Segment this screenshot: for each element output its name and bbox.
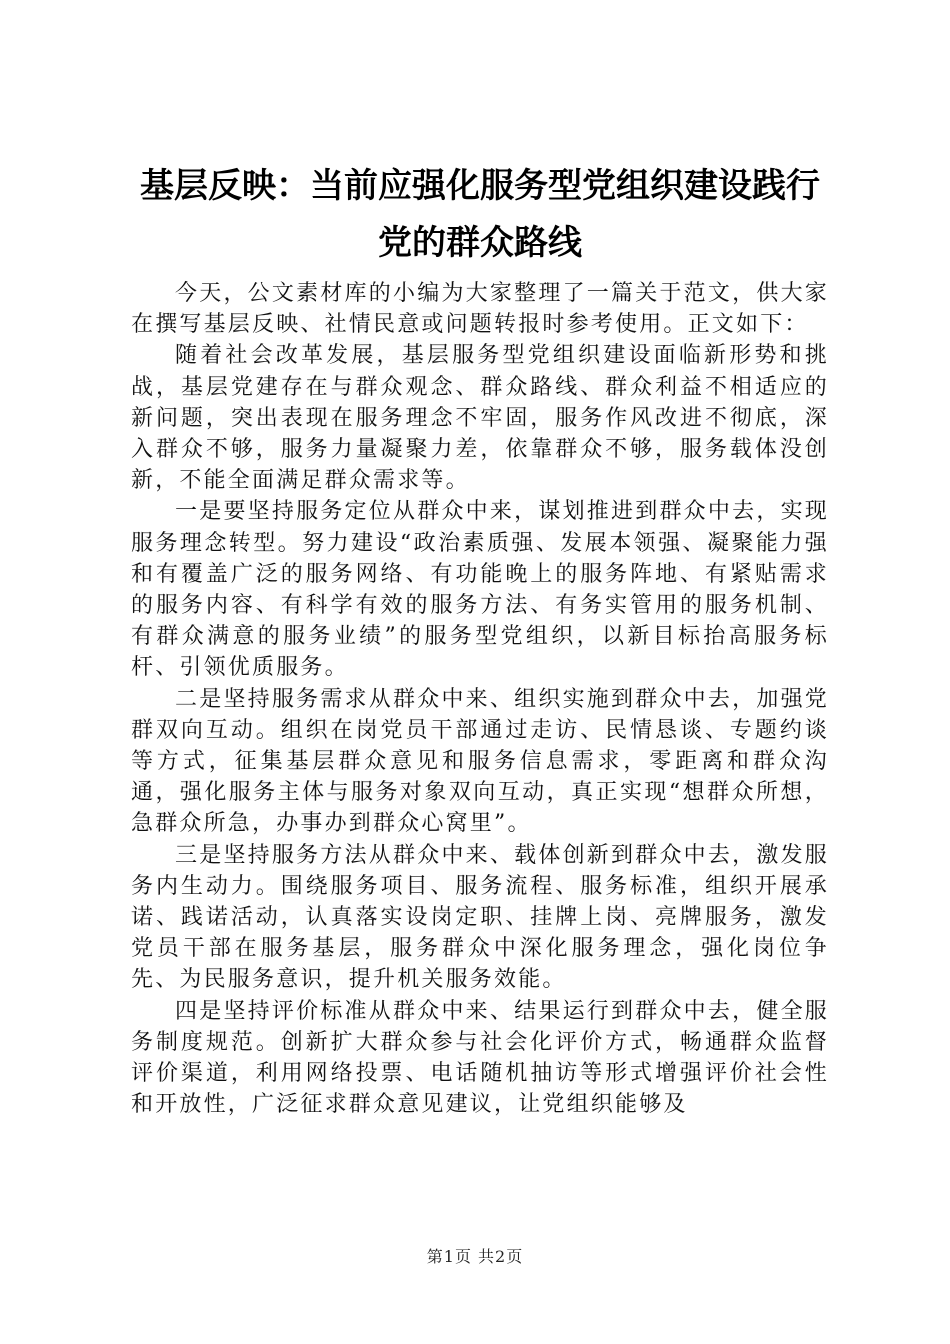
- page-footer: [0, 1244, 950, 1267]
- paragraph-point-4: 四是坚持评价标准从群众中来、结果运行到群众中去，健全服务制度规范。创新扩大群众参与社会化评价方式，畅通群众监督评价渠道，利用网络投票、电话随机抽访等形式增强评价社会性和开放性，广泛征求群众意见建议，让党组织能够及: [131, 998, 829, 1118]
- paragraph-point-3: 三是坚持服务方法从群众中来、载体创新到群众中去，激发服务内生动力。围绕服务项目、服务流程、服务标准，组织开展承诺、践诺活动，认真落实设岗定职、挂牌上岗、亮牌服务，激发党员干部在服务基层，服务群众中深化服务理念，强化岗位争先、为民服务意识，提升机关服务效能。: [131, 842, 829, 993]
- document-title: [131, 158, 829, 272]
- page-number: 第1页 共2页: [426, 1247, 524, 1266]
- document-body: [131, 278, 829, 1120]
- paragraph-point-1: 一是要坚持服务定位从群众中来，谋划推进到群众中去，实现服务理念转型。努力建设“政治素质强、发展本领强、凝聚能力强和有覆盖广泛的服务网络、有功能晚上的服务阵地、有紧贴需求的服务内容、有科学有效的服务方法、有务实管用的服务机制、有群众满意的服务业绩”的服务型党组织，以新目标抬高服务标杆、引领优质服务。: [131, 499, 829, 681]
- title-line-2: 党的群众路线: [378, 223, 582, 263]
- title-line-1: 基层反映：当前应强化服务型党组织建设践行: [140, 166, 820, 206]
- paragraph-background: 随着社会改革发展，基层服务型党组织建设面临新形势和挑战，基层党建存在与群众观念、群众路线、群众利益不相适应的新问题，突出表现在服务理念不牢固，服务作风改进不彻底，深入群众不够，服务力量凝聚力差，依靠群众不够，服务载体没创新，不能全面满足群众需求等。: [131, 343, 829, 494]
- document-page: [131, 158, 829, 1120]
- paragraph-intro: 今天，公文素材库的小编为大家整理了一篇关于范文，供大家在撰写基层反映、社情民意或问题转报时参考使用。正文如下：: [131, 281, 829, 338]
- paragraph-point-2: 二是坚持服务需求从群众中来、组织实施到群众中去，加强党群双向互动。组织在岗党员干部通过走访、民情恳谈、专题约谈等方式，征集基层群众意见和服务信息需求，零距离和群众沟通，强化服务主体与服务对象双向互动，真正实现“想群众所想，急群众所急，办事办到群众心窝里”。: [131, 686, 829, 837]
